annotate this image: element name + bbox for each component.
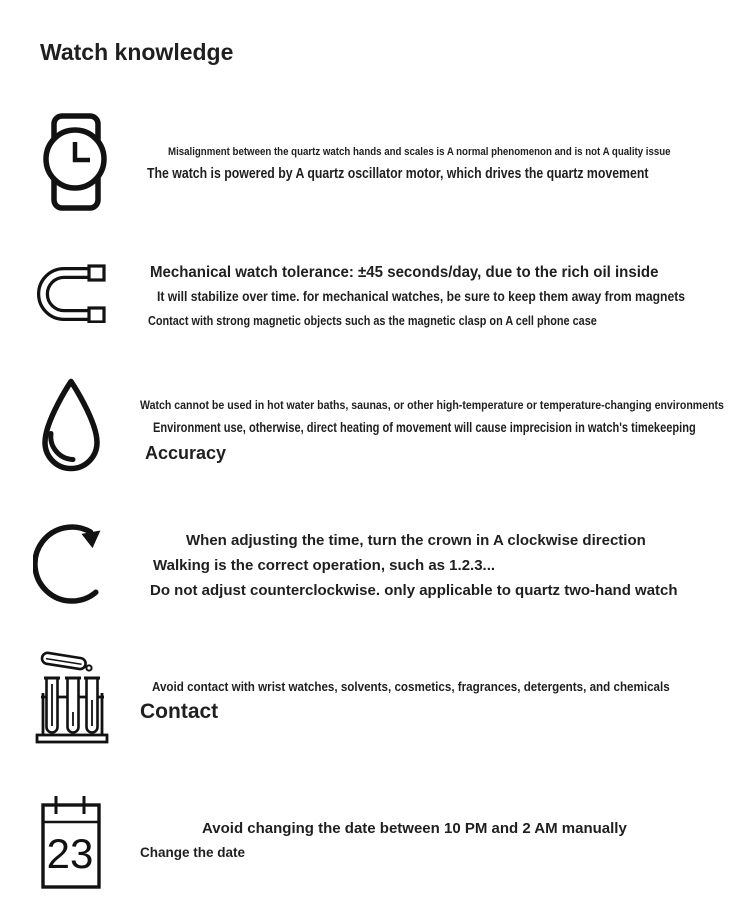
- calendar-day-number: 23: [46, 830, 94, 877]
- magnet-icon: [36, 261, 108, 323]
- section-heading: Accuracy: [145, 443, 227, 463]
- watch-icon: [42, 112, 110, 212]
- text-line: Environment use, otherwise, direct heating of movement will cause imprecision in watch's timekeeping: [153, 420, 696, 435]
- clockwise-arrow-icon: [33, 522, 110, 606]
- text-line: Walking is the correct operation, such as 1.2.3...: [153, 557, 496, 574]
- text-line: Misalignment between the quartz watch hands and scales is A normal phenomenon and is not A quality issue: [168, 146, 671, 158]
- page-title: Watch knowledge: [40, 39, 234, 65]
- text-line: The watch is powered by A quartz oscillator motor, which drives the quartz movement: [147, 165, 649, 182]
- calendar-icon: [40, 792, 104, 890]
- text-line: Avoid contact with wrist watches, solvents, cosmetics, fragrances, detergents, and chemicals: [152, 680, 670, 694]
- section-heading: Contact: [140, 700, 219, 723]
- water-drop-icon: [38, 377, 104, 478]
- text-line: Contact with strong magnetic objects such as the magnetic clasp on A cell phone case: [148, 314, 597, 328]
- text-line: Change the date: [140, 845, 246, 860]
- text-line: When adjusting the time, turn the crown in A clockwise direction: [186, 532, 646, 549]
- test-tubes-icon: [32, 646, 120, 750]
- text-line: Do not adjust counterclockwise. only applicable to quartz two-hand watch: [150, 582, 678, 599]
- text-line: Watch cannot be used in hot water baths, saunas, or other high-temperature or temperature-changing environments: [140, 400, 724, 412]
- text-line: Avoid changing the date between 10 PM and 2 AM manually: [202, 820, 627, 837]
- text-line: Mechanical watch tolerance: ±45 seconds/day, due to the rich oil inside: [150, 264, 659, 281]
- text-line: It will stabilize over time. for mechanical watches, be sure to keep them away from magnets: [157, 289, 686, 304]
